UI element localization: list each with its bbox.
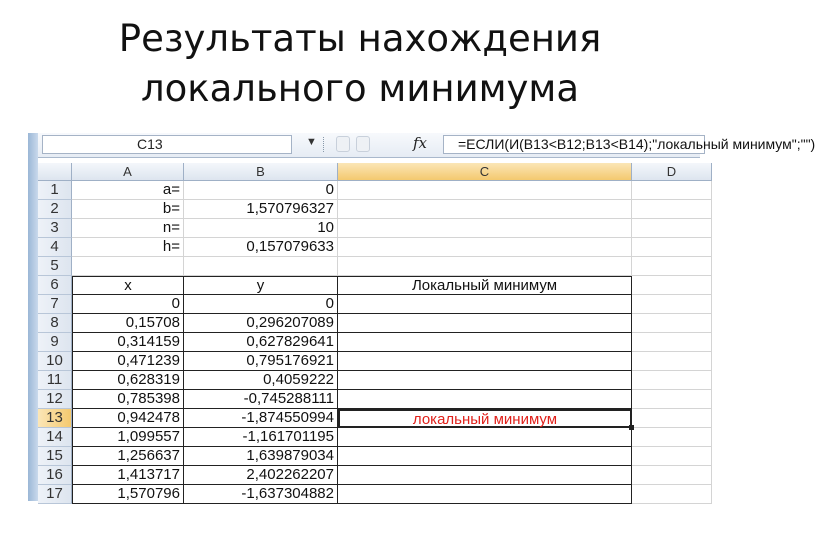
- cell-b3[interactable]: 10: [184, 219, 338, 238]
- cell-a6[interactable]: x: [72, 276, 184, 295]
- cell-a2[interactable]: b=: [72, 200, 184, 219]
- column-header-c[interactable]: C: [338, 163, 632, 181]
- row-header-3[interactable]: 3: [38, 219, 72, 238]
- cell-b7[interactable]: 0: [184, 295, 338, 314]
- cell-a1[interactable]: a=: [72, 181, 184, 200]
- cell-a11[interactable]: 0,628319: [72, 371, 184, 390]
- row-header-4[interactable]: 4: [38, 238, 72, 257]
- cell-d17[interactable]: [632, 485, 712, 504]
- cell-b10[interactable]: 0,795176921: [184, 352, 338, 371]
- cell-b6[interactable]: y: [184, 276, 338, 295]
- cell-a4[interactable]: h=: [72, 238, 184, 257]
- row-header-6[interactable]: 6: [38, 276, 72, 295]
- slide-title-line-1: Результаты нахождения: [118, 17, 602, 60]
- cell-a5[interactable]: [72, 257, 184, 276]
- cell-b8[interactable]: 0,296207089: [184, 314, 338, 333]
- cell-a16[interactable]: 1,413717: [72, 466, 184, 485]
- insert-function-icon[interactable]: fx: [413, 134, 428, 152]
- row-header-14[interactable]: 14: [38, 428, 72, 447]
- cell-d7[interactable]: [632, 295, 712, 314]
- cell-b14[interactable]: -1,161701195: [184, 428, 338, 447]
- cell-b12[interactable]: -0,745288111: [184, 390, 338, 409]
- window-left-edge: [28, 133, 38, 501]
- column-header-a[interactable]: A: [72, 163, 184, 181]
- cell-c11[interactable]: [338, 371, 632, 390]
- cell-d6[interactable]: [632, 276, 712, 295]
- cell-c5[interactable]: [338, 257, 632, 276]
- cell-b5[interactable]: [184, 257, 338, 276]
- row-header-16[interactable]: 16: [38, 466, 72, 485]
- cell-a9[interactable]: 0,314159: [72, 333, 184, 352]
- row-header-7[interactable]: 7: [38, 295, 72, 314]
- row-header-11[interactable]: 11: [38, 371, 72, 390]
- cell-c4[interactable]: [338, 238, 632, 257]
- cell-b13[interactable]: -1,874550994: [184, 409, 338, 428]
- cell-d3[interactable]: [632, 219, 712, 238]
- cell-a8[interactable]: 0,15708: [72, 314, 184, 333]
- row-header-5[interactable]: 5: [38, 257, 72, 276]
- cell-b2[interactable]: 1,570796327: [184, 200, 338, 219]
- cell-a3[interactable]: n=: [72, 219, 184, 238]
- cell-b9[interactable]: 0,627829641: [184, 333, 338, 352]
- cell-a12[interactable]: 0,785398: [72, 390, 184, 409]
- row-header-10[interactable]: 10: [38, 352, 72, 371]
- cell-c10[interactable]: [338, 352, 632, 371]
- cell-c16[interactable]: [338, 466, 632, 485]
- cell-c6[interactable]: Локальный минимум: [338, 276, 632, 295]
- cell-b1[interactable]: 0: [184, 181, 338, 200]
- cell-b4[interactable]: 0,157079633: [184, 238, 338, 257]
- row-header-9[interactable]: 9: [38, 333, 72, 352]
- cell-c15[interactable]: [338, 447, 632, 466]
- cell-a13[interactable]: 0,942478: [72, 409, 184, 428]
- cell-d15[interactable]: [632, 447, 712, 466]
- cell-b11[interactable]: 0,4059222: [184, 371, 338, 390]
- formula-input[interactable]: =ЕСЛИ(И(B13<B12;B13<B14);"локальный минимум";""): [443, 135, 705, 154]
- cell-d12[interactable]: [632, 390, 712, 409]
- cell-d13[interactable]: [632, 409, 712, 428]
- cell-d11[interactable]: [632, 371, 712, 390]
- cell-c3[interactable]: [338, 219, 632, 238]
- cell-d1[interactable]: [632, 181, 712, 200]
- cell-d2[interactable]: [632, 200, 712, 219]
- row-header-17[interactable]: 17: [38, 485, 72, 504]
- column-header-b[interactable]: B: [184, 163, 338, 181]
- cell-c9[interactable]: [338, 333, 632, 352]
- formula-bar-separator: [323, 137, 326, 152]
- spreadsheet-window: [28, 133, 815, 502]
- cell-a10[interactable]: 0,471239: [72, 352, 184, 371]
- cell-d8[interactable]: [632, 314, 712, 333]
- row-header-12[interactable]: 12: [38, 390, 72, 409]
- cell-c17[interactable]: [338, 485, 632, 504]
- cell-d9[interactable]: [632, 333, 712, 352]
- slide-title: [0, 14, 720, 114]
- cell-b17[interactable]: -1,637304882: [184, 485, 338, 504]
- cell-b16[interactable]: 2,402262207: [184, 466, 338, 485]
- cell-d5[interactable]: [632, 257, 712, 276]
- cancel-entry-icon[interactable]: [336, 136, 350, 152]
- cell-c1[interactable]: [338, 181, 632, 200]
- cell-c8[interactable]: [338, 314, 632, 333]
- row-header-2[interactable]: 2: [38, 200, 72, 219]
- name-box[interactable]: C13: [42, 135, 292, 154]
- cell-c13[interactable]: локальный минимум: [338, 409, 632, 428]
- formula-bar: [38, 133, 815, 158]
- cell-d16[interactable]: [632, 466, 712, 485]
- row-header-13[interactable]: 13: [38, 409, 72, 428]
- cell-d14[interactable]: [632, 428, 712, 447]
- confirm-entry-icon[interactable]: [356, 136, 370, 152]
- cell-a7[interactable]: 0: [72, 295, 184, 314]
- cell-c14[interactable]: [338, 428, 632, 447]
- select-all-corner[interactable]: [38, 163, 72, 181]
- row-header-15[interactable]: 15: [38, 447, 72, 466]
- row-header-1[interactable]: 1: [38, 181, 72, 200]
- cell-a17[interactable]: 1,570796: [72, 485, 184, 504]
- cell-d4[interactable]: [632, 238, 712, 257]
- row-header-8[interactable]: 8: [38, 314, 72, 333]
- cell-b15[interactable]: 1,639879034: [184, 447, 338, 466]
- cell-c12[interactable]: [338, 390, 632, 409]
- cell-a14[interactable]: 1,099557: [72, 428, 184, 447]
- cell-c7[interactable]: [338, 295, 632, 314]
- name-box-dropdown-icon[interactable]: ▼: [306, 136, 317, 148]
- cell-c2[interactable]: [338, 200, 632, 219]
- slide-title-line-2: локального минимума: [140, 67, 580, 110]
- column-header-d[interactable]: D: [632, 163, 712, 181]
- cell-d10[interactable]: [632, 352, 712, 371]
- cell-a15[interactable]: 1,256637: [72, 447, 184, 466]
